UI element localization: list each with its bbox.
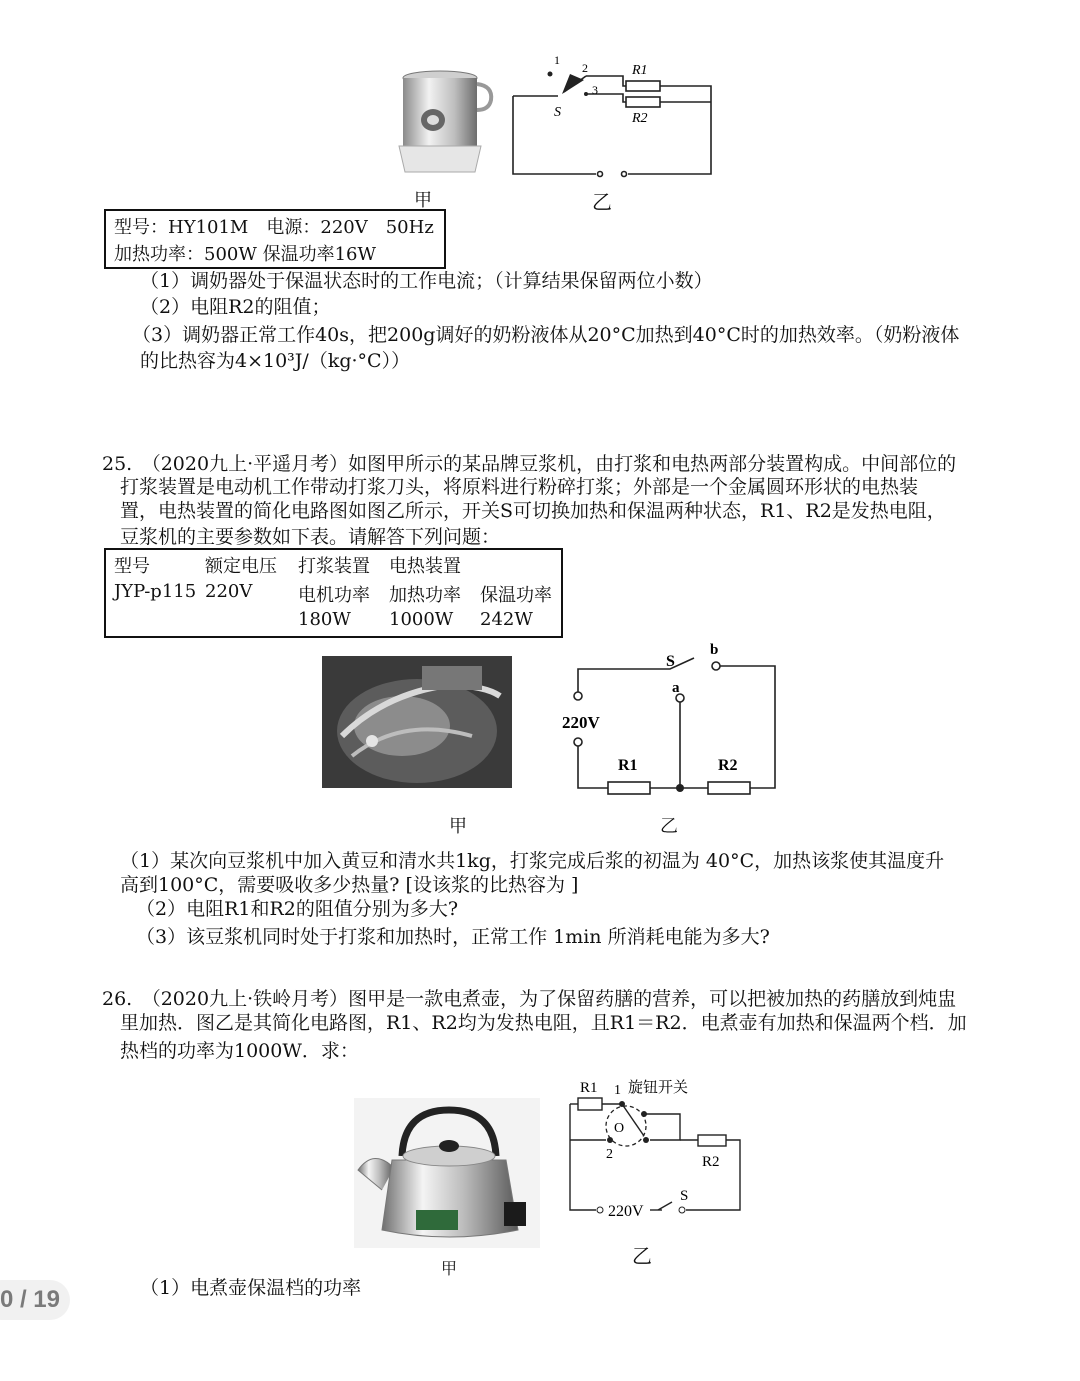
q26-line-1: 26. （2020九上·铁岭月考）图甲是一款电煮壶，为了保留药膳的营养，可以把被加热的药膳放到炖盅 [102, 988, 957, 1010]
fig1-caption-yi: 乙 [592, 190, 612, 214]
knob-node-2-label: 2 [606, 1147, 613, 1162]
switch-s3-label: S [680, 1188, 689, 1204]
r2-label: R2 [632, 111, 648, 126]
fig2-caption-yi: 乙 [660, 816, 678, 837]
node-3-label: 3 [592, 83, 598, 97]
q25-heating-power: 1000W [389, 609, 454, 630]
voltage-220v-label-3: 220V [608, 1203, 644, 1220]
r1-label-3: R1 [580, 1080, 598, 1096]
q26-line-3: 热档的功率为1000W．求： [120, 1040, 359, 1062]
q25-voltage-value: 220V [205, 581, 253, 602]
q25-line-3: 置，电热装置的简化电路图如图乙所示，开关S可切换加热和保温两种状态，R1、R2是发热电阻， [120, 500, 946, 522]
soymilk-machine-photo [322, 656, 512, 788]
q25-sub-motor: 电机功率 [298, 585, 370, 606]
circuit-diagram-3 [560, 1074, 750, 1224]
q26-line-2: 里加热．图乙是其简化电路图，R1、R2均为发热电阻，且R1＝R2．电煮壶有加热和保温两个档．加 [120, 1012, 967, 1034]
spec-row-1: 型号：HY101M 电源：220V 50Hz [114, 217, 434, 238]
node-a-label: a [672, 680, 680, 696]
q25-line-2: 打浆装置是电动机工作带动打浆刀头，将原料进行粉碎打浆；外部是一个金属圆环形状的电热装 [120, 476, 919, 498]
fig3-caption-yi: 乙 [632, 1244, 652, 1268]
q25-th-blender: 打浆装置 [298, 556, 370, 577]
r1-label: R1 [632, 63, 648, 78]
q25-sub-keepwarm: 保温功率 [480, 585, 552, 606]
voltage-220v-label: 220V [562, 713, 600, 732]
switch-s2-label: S [666, 653, 675, 670]
q25-th-heater: 电热装置 [389, 556, 461, 577]
kettle-photo [354, 1098, 540, 1248]
q24-part-3-line-1: （3）调奶器正常工作40s，把200g调好的奶粉液体从20°C加热到40°C时的加热效率。（奶粉液体 [132, 324, 960, 346]
q25-sub-heating: 加热功率 [389, 585, 461, 606]
q24-part-2: （2）电阻R2的阻值； [140, 296, 331, 318]
q25-motor-power: 180W [298, 609, 351, 630]
switch-s-label: S [554, 105, 561, 120]
circuit-diagram-1 [508, 50, 718, 180]
r2-label-3: R2 [702, 1154, 720, 1170]
r1-label-2: R1 [618, 757, 638, 774]
q25-part-1-line-2: 高到100°C，需要吸收多少热量? [设该浆的比热容为 ] [120, 874, 579, 896]
r2-label-2: R2 [718, 757, 738, 774]
node-2-label: 2 [582, 61, 588, 75]
knob-switch-label: 旋钮开关 [628, 1080, 689, 1096]
spec-row-2: 加热功率：500W 保温功率16W [114, 244, 376, 265]
q25-part-3: （3）该豆浆机同时处于打浆和加热时，正常工作 1min 所消耗电能为多大? [136, 926, 770, 948]
q26-part-1: （1）电煮壶保温档的功率 [140, 1277, 362, 1299]
q25-line-4: 豆浆机的主要参数如下表。请解答下列问题： [120, 526, 501, 548]
q25-th-voltage: 额定电压 [205, 556, 277, 577]
q25-model-value: JYP-p115 [114, 581, 197, 602]
knob-o-label: O [614, 1121, 625, 1136]
knob-node-1-label: 1 [614, 1083, 621, 1098]
fig3-caption-jia: 甲 [441, 1259, 458, 1278]
q25-part-2: （2）电阻R1和R2的阻值分别为多大? [136, 898, 459, 920]
fig2-caption-jia: 甲 [449, 816, 467, 837]
fig1-caption-jia: 甲 [414, 190, 432, 211]
milk-warmer-photo [395, 68, 495, 176]
q25-keepwarm-power: 242W [480, 609, 533, 630]
q25-line-1: 25. （2020九上·平遥月考）如图甲所示的某品牌豆浆机，由打浆和电热两部分装置构成。中间部位的 [102, 453, 957, 475]
page-indicator[interactable]: 0 / 19 [0, 1280, 70, 1320]
node-1-label: 1 [554, 53, 560, 67]
q24-part-1: （1）调奶器处于保温状态时的工作电流；（计算结果保留两位小数） [140, 270, 713, 292]
q25-part-1-line-1: （1）某次向豆浆机中加入黄豆和清水共1kg，打浆完成后浆的初温为 40°C，加热该浆使其温度升 [120, 850, 945, 872]
circuit-diagram-2 [560, 636, 780, 798]
node-b-label: b [710, 642, 719, 658]
q24-part-3-line-2: 的比热容为4×10³J/（kg·°C）） [140, 350, 411, 372]
q25-th-model: 型号 [114, 556, 150, 577]
